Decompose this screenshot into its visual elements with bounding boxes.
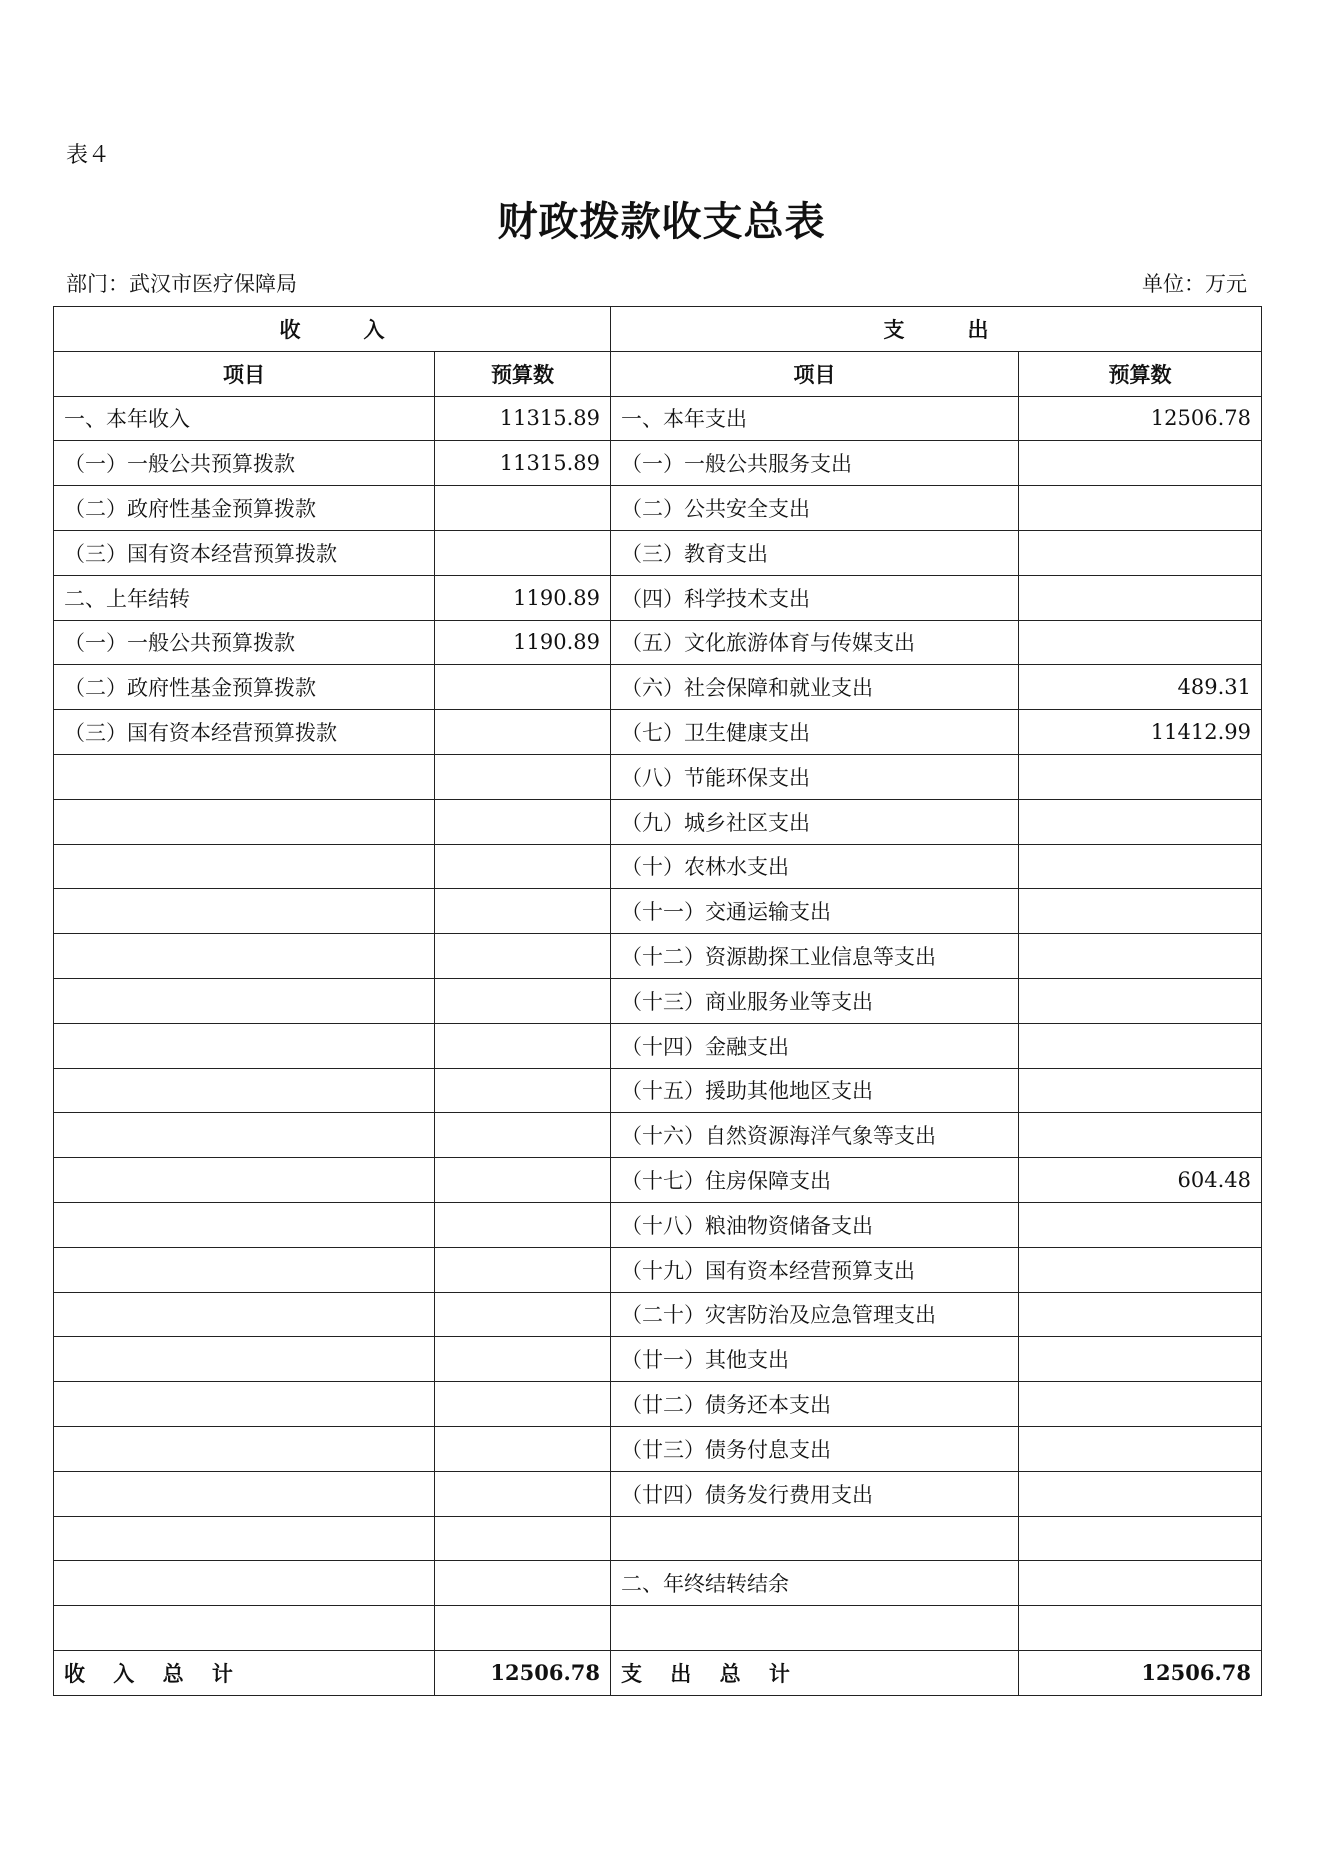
- expense-value-cell: [1019, 1426, 1262, 1471]
- income-item-cell: （三）国有资本经营预算拨款: [54, 530, 435, 575]
- income-value-cell: 11315.89: [435, 441, 611, 486]
- expense-value-cell: [1019, 1471, 1262, 1516]
- table-row: [54, 1158, 1262, 1203]
- expense-value-cell: 11412.99: [1019, 710, 1262, 755]
- expense-value-cell: [1019, 799, 1262, 844]
- income-value-cell: [435, 844, 611, 889]
- income-item-cell: （一）一般公共预算拨款: [54, 620, 435, 665]
- income-item-cell: [54, 1471, 435, 1516]
- expense-item-cell: 二、年终结转结余: [611, 1561, 1019, 1606]
- table-row: [54, 934, 1262, 979]
- income-total-value: 12506.78: [435, 1650, 611, 1695]
- expense-value-cell: [1019, 1202, 1262, 1247]
- expense-total-value: 12506.78: [1019, 1650, 1262, 1695]
- expense-item-cell: （十六）自然资源海洋气象等支出: [611, 1113, 1019, 1158]
- expense-item-cell: [611, 1606, 1019, 1651]
- income-item-cell: [54, 934, 435, 979]
- table-row: [54, 1561, 1262, 1606]
- income-item-cell: （二）政府性基金预算拨款: [54, 665, 435, 710]
- income-value-cell: [435, 1471, 611, 1516]
- table-row: [54, 530, 1262, 575]
- table-row: [54, 1292, 1262, 1337]
- expense-total-label: 支 出 总 计: [611, 1650, 1019, 1695]
- expense-item-cell: （十四）金融支出: [611, 1023, 1019, 1068]
- table-row: [54, 710, 1262, 755]
- unit-label: 单位：万元: [1142, 272, 1247, 296]
- expense-value-cell: [1019, 1606, 1262, 1651]
- income-item-cell: [54, 1068, 435, 1113]
- income-item-cell: [54, 1292, 435, 1337]
- income-value-cell: [435, 1292, 611, 1337]
- expense-budget-header: 预算数: [1019, 351, 1262, 396]
- income-value-cell: 1190.89: [435, 575, 611, 620]
- expense-value-cell: [1019, 978, 1262, 1023]
- income-item-cell: （一）一般公共预算拨款: [54, 441, 435, 486]
- income-item-cell: [54, 1202, 435, 1247]
- income-item-cell: 一、本年收入: [54, 396, 435, 441]
- expense-item-cell: [611, 1516, 1019, 1561]
- income-value-cell: [435, 710, 611, 755]
- income-item-cell: [54, 889, 435, 934]
- income-value-cell: [435, 1023, 611, 1068]
- income-item-cell: [54, 1158, 435, 1203]
- table-row: [54, 1247, 1262, 1292]
- income-item-header: 项目: [54, 351, 435, 396]
- expense-item-cell: （廿四）债务发行费用支出: [611, 1471, 1019, 1516]
- expense-item-cell: （十二）资源勘探工业信息等支出: [611, 934, 1019, 979]
- table-row: [54, 1382, 1262, 1427]
- expense-value-cell: [1019, 1113, 1262, 1158]
- income-value-cell: [435, 1516, 611, 1561]
- expense-value-cell: [1019, 1068, 1262, 1113]
- expense-item-cell: （八）节能环保支出: [611, 754, 1019, 799]
- expense-item-cell: （二十）灾害防治及应急管理支出: [611, 1292, 1019, 1337]
- expense-item-cell: 一、本年支出: [611, 396, 1019, 441]
- table-row: [54, 1606, 1262, 1651]
- table-row: [54, 1516, 1262, 1561]
- expense-value-cell: [1019, 1247, 1262, 1292]
- income-item-cell: [54, 1023, 435, 1068]
- table-row: [54, 1113, 1262, 1158]
- expense-item-cell: （廿三）债务付息支出: [611, 1426, 1019, 1471]
- expense-value-cell: 489.31: [1019, 665, 1262, 710]
- budget-table: [53, 306, 1262, 1696]
- table-row: [54, 1337, 1262, 1382]
- income-value-cell: [435, 665, 611, 710]
- expense-value-cell: [1019, 754, 1262, 799]
- income-value-cell: [435, 1202, 611, 1247]
- column-header-row: [54, 351, 1262, 396]
- expense-item-cell: （九）城乡社区支出: [611, 799, 1019, 844]
- expense-value-cell: [1019, 1337, 1262, 1382]
- table-row: [54, 396, 1262, 441]
- income-value-cell: [435, 799, 611, 844]
- income-item-cell: [54, 1247, 435, 1292]
- expense-item-cell: （一）一般公共服务支出: [611, 441, 1019, 486]
- expense-value-cell: 604.48: [1019, 1158, 1262, 1203]
- expense-value-cell: [1019, 575, 1262, 620]
- income-value-cell: [435, 530, 611, 575]
- income-value-cell: [435, 1337, 611, 1382]
- expense-value-cell: [1019, 486, 1262, 531]
- expense-item-cell: （十九）国有资本经营预算支出: [611, 1247, 1019, 1292]
- expense-item-cell: （三）教育支出: [611, 530, 1019, 575]
- income-value-cell: [435, 1113, 611, 1158]
- income-value-cell: [435, 1247, 611, 1292]
- department-label: 部门：武汉市医疗保障局: [66, 272, 297, 296]
- income-value-cell: [435, 486, 611, 531]
- income-value-cell: [435, 1382, 611, 1427]
- expense-item-cell: （十八）粮油物资储备支出: [611, 1202, 1019, 1247]
- expense-value-cell: [1019, 1382, 1262, 1427]
- expense-item-cell: （廿二）债务还本支出: [611, 1382, 1019, 1427]
- expense-value-cell: [1019, 1023, 1262, 1068]
- table-row: [54, 889, 1262, 934]
- expense-value-cell: [1019, 889, 1262, 934]
- expense-value-cell: [1019, 530, 1262, 575]
- expense-item-cell: （十一）交通运输支出: [611, 889, 1019, 934]
- income-value-cell: 1190.89: [435, 620, 611, 665]
- table-row: [54, 978, 1262, 1023]
- table-row: [54, 575, 1262, 620]
- expense-item-cell: （五）文化旅游体育与传媒支出: [611, 620, 1019, 665]
- expense-value-cell: [1019, 1292, 1262, 1337]
- expense-item-cell: （二）公共安全支出: [611, 486, 1019, 531]
- income-item-cell: （二）政府性基金预算拨款: [54, 486, 435, 531]
- income-value-cell: [435, 934, 611, 979]
- expense-item-cell: （七）卫生健康支出: [611, 710, 1019, 755]
- income-value-cell: [435, 978, 611, 1023]
- income-value-cell: [435, 1426, 611, 1471]
- income-item-cell: [54, 1426, 435, 1471]
- expense-item-cell: （廿一）其他支出: [611, 1337, 1019, 1382]
- table-row: [54, 1023, 1262, 1068]
- table-row: [54, 1426, 1262, 1471]
- income-value-cell: [435, 1606, 611, 1651]
- income-item-cell: （三）国有资本经营预算拨款: [54, 710, 435, 755]
- income-item-cell: 二、上年结转: [54, 575, 435, 620]
- table-row: [54, 620, 1262, 665]
- expense-item-header: 项目: [611, 351, 1019, 396]
- income-item-cell: [54, 1561, 435, 1606]
- income-item-cell: [54, 1113, 435, 1158]
- income-item-cell: [54, 799, 435, 844]
- total-row: [54, 1650, 1262, 1695]
- expense-value-cell: [1019, 1516, 1262, 1561]
- income-value-cell: 11315.89: [435, 396, 611, 441]
- income-value-cell: [435, 889, 611, 934]
- expense-value-cell: [1019, 1561, 1262, 1606]
- table-row: [54, 441, 1262, 486]
- table-row: [54, 799, 1262, 844]
- income-heading: 收 入: [54, 307, 611, 352]
- income-total-label: 收 入 总 计: [54, 1650, 435, 1695]
- section-header-row: [54, 307, 1262, 352]
- table-number: 表４: [66, 143, 111, 168]
- income-item-cell: [54, 978, 435, 1023]
- income-budget-header: 预算数: [435, 351, 611, 396]
- expense-item-cell: （十）农林水支出: [611, 844, 1019, 889]
- income-item-cell: [54, 754, 435, 799]
- expense-value-cell: [1019, 620, 1262, 665]
- income-value-cell: [435, 754, 611, 799]
- expense-value-cell: [1019, 844, 1262, 889]
- table-row: [54, 1471, 1262, 1516]
- table-row: [54, 1202, 1262, 1247]
- income-value-cell: [435, 1561, 611, 1606]
- income-item-cell: [54, 1606, 435, 1651]
- expense-item-cell: （十五）援助其他地区支出: [611, 1068, 1019, 1113]
- expense-value-cell: 12506.78: [1019, 396, 1262, 441]
- expense-item-cell: （六）社会保障和就业支出: [611, 665, 1019, 710]
- expense-heading: 支 出: [611, 307, 1262, 352]
- income-item-cell: [54, 1516, 435, 1561]
- income-value-cell: [435, 1068, 611, 1113]
- table-row: [54, 486, 1262, 531]
- page-title: 财政拨款收支总表: [497, 198, 826, 245]
- expense-value-cell: [1019, 934, 1262, 979]
- expense-value-cell: [1019, 441, 1262, 486]
- expense-item-cell: （十三）商业服务业等支出: [611, 978, 1019, 1023]
- table-row: [54, 1068, 1262, 1113]
- table-row: [54, 844, 1262, 889]
- table-row: [54, 754, 1262, 799]
- income-value-cell: [435, 1158, 611, 1203]
- income-item-cell: [54, 1382, 435, 1427]
- income-item-cell: [54, 844, 435, 889]
- expense-item-cell: （四）科学技术支出: [611, 575, 1019, 620]
- table-row: [54, 665, 1262, 710]
- expense-item-cell: （十七）住房保障支出: [611, 1158, 1019, 1203]
- income-item-cell: [54, 1337, 435, 1382]
